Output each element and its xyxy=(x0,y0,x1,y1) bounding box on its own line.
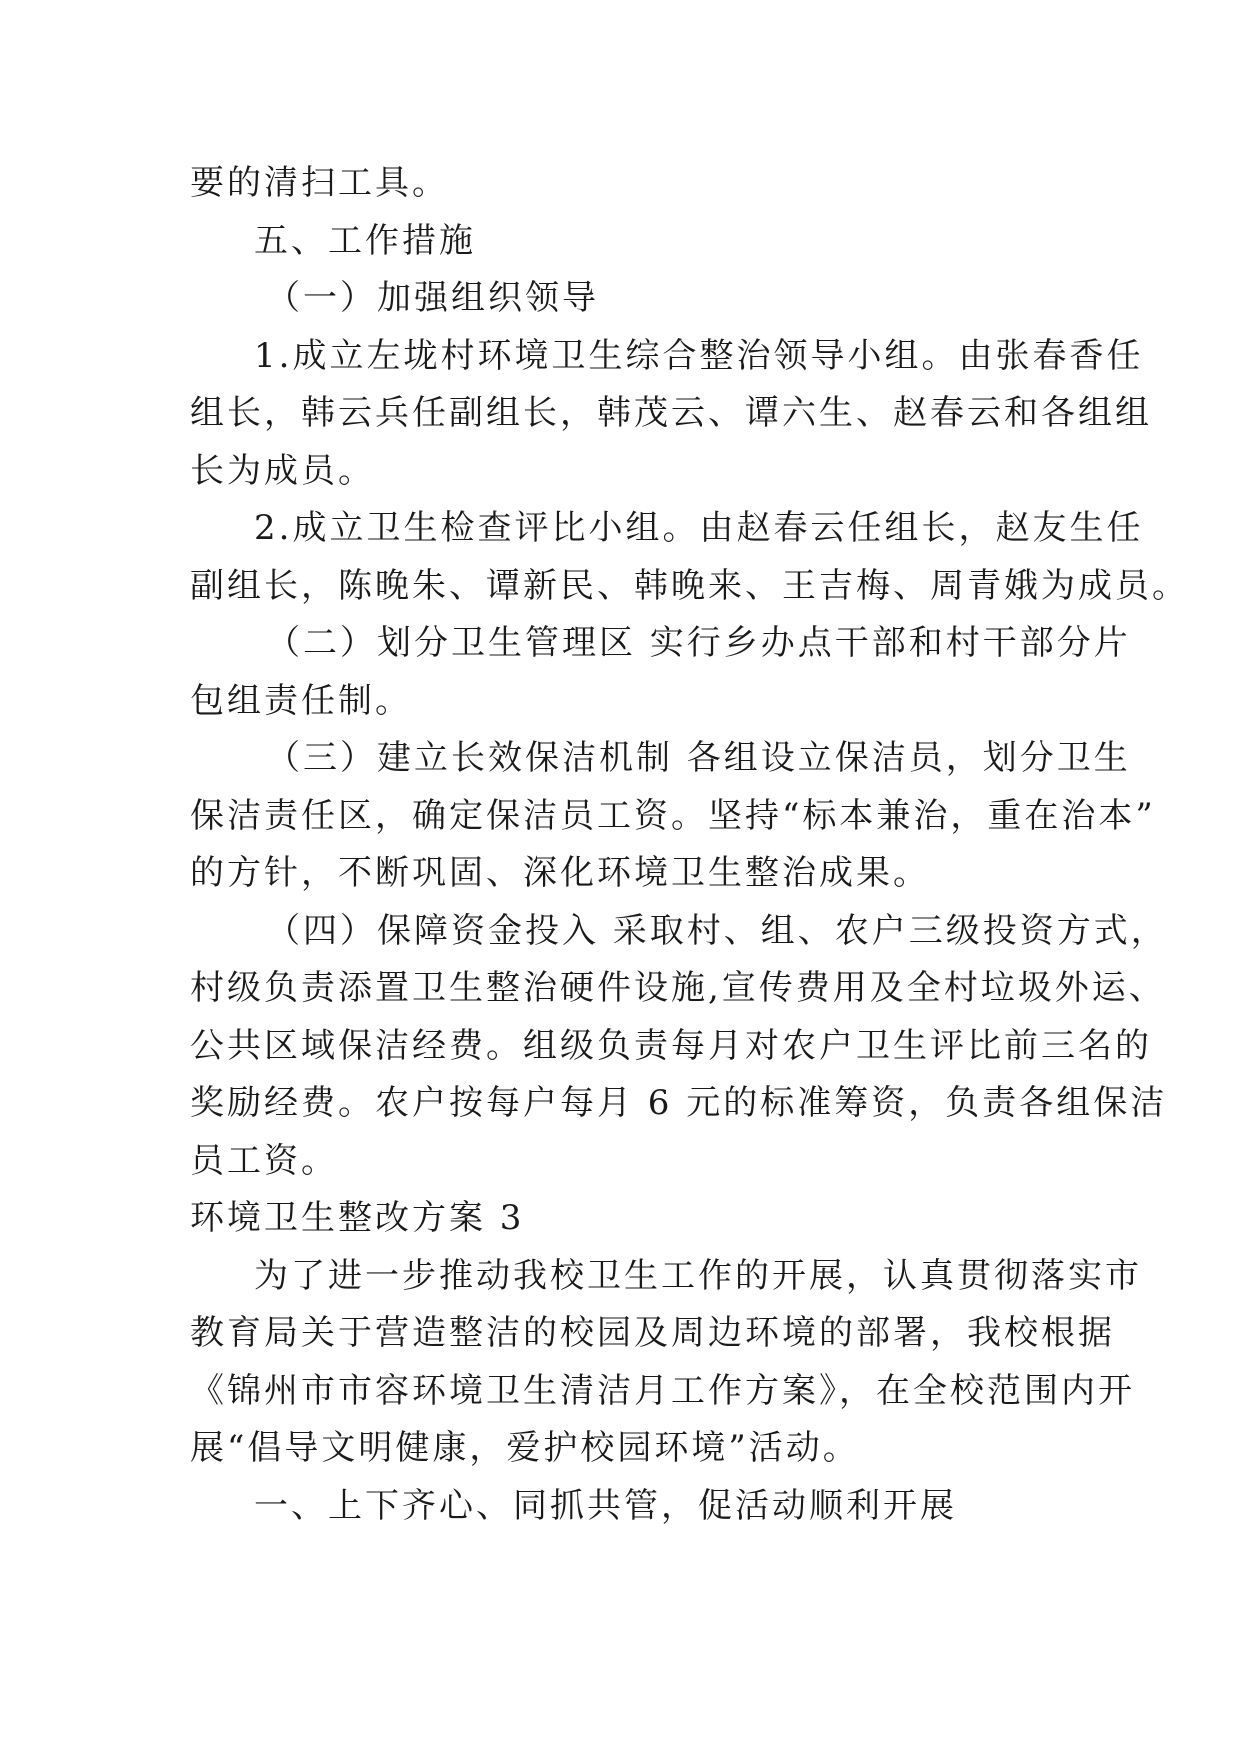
body-text-line: 包组责任制。 xyxy=(190,680,412,721)
subsection-heading: （二）划分卫生管理区 实行乡办点干部和村干部分片 xyxy=(266,623,1131,663)
section-heading: 五、工作措施 xyxy=(254,220,476,261)
section-heading: 一、上下齐心、同抓共管，促活动顺利开展 xyxy=(254,1485,957,1526)
document-title: 环境卫生整改方案 3 xyxy=(190,1198,525,1238)
body-text-line: 员工资。 xyxy=(190,1140,338,1181)
body-text-line: 副组长，陈晚朱、谭新民、韩晚来、王吉梅、周青娥为成员。 xyxy=(190,565,1189,606)
body-text-line: 长为成员。 xyxy=(190,450,375,491)
subsection-heading: （四）保障资金投入 采取村、组、农户三级投资方式， xyxy=(266,910,1168,951)
body-text-line: 奖励经费。农户按每户每月 6 元的标准筹资，负责各组保洁 xyxy=(190,1083,1168,1123)
body-text-line: 展“倡导文明健康，爱护校园环境”活动。 xyxy=(190,1428,860,1468)
body-text-line: 要的清扫工具。 xyxy=(190,163,449,203)
body-text-line: 教育局关于营造整洁的校园及周边环境的部署，我校根据 xyxy=(190,1313,1115,1353)
body-text-line: 2.成立卫生检查评比小组。由赵春云任组长，赵友生任 xyxy=(254,508,1144,548)
body-text-line: 为了进一步推动我校卫生工作的开展，认真贯彻落实市 xyxy=(254,1255,1142,1296)
document-body xyxy=(190,155,1189,1535)
body-text-line: 组长，韩云兵任副组长，韩茂云、谭六生、赵春云和各组组 xyxy=(190,393,1152,433)
body-text-line: 公共区域保洁经费。组级负责每月对农户卫生评比前三名的 xyxy=(190,1025,1152,1066)
body-text-line: 的方针，不断巩固、深化环境卫生整治成果。 xyxy=(190,853,930,893)
body-text-line: 《锦州市市容环境卫生清洁月工作方案》，在全校范围内开 xyxy=(190,1370,1135,1411)
body-text-line: 1.成立左垅村环境卫生综合整治领导小组。由张春香任 xyxy=(254,335,1144,376)
body-text-line: 保洁责任区，确定保洁员工资。坚持“标本兼治，重在治本” xyxy=(190,795,1156,836)
body-text-line: 村级负责添置卫生整治硬件设施,宣传费用及全村垃圾外运、 xyxy=(190,968,1166,1008)
subsection-heading: （一）加强组织领导 xyxy=(266,278,599,318)
subsection-heading: （三）建立长效保洁机制 各组设立保洁员，划分卫生 xyxy=(266,738,1131,778)
